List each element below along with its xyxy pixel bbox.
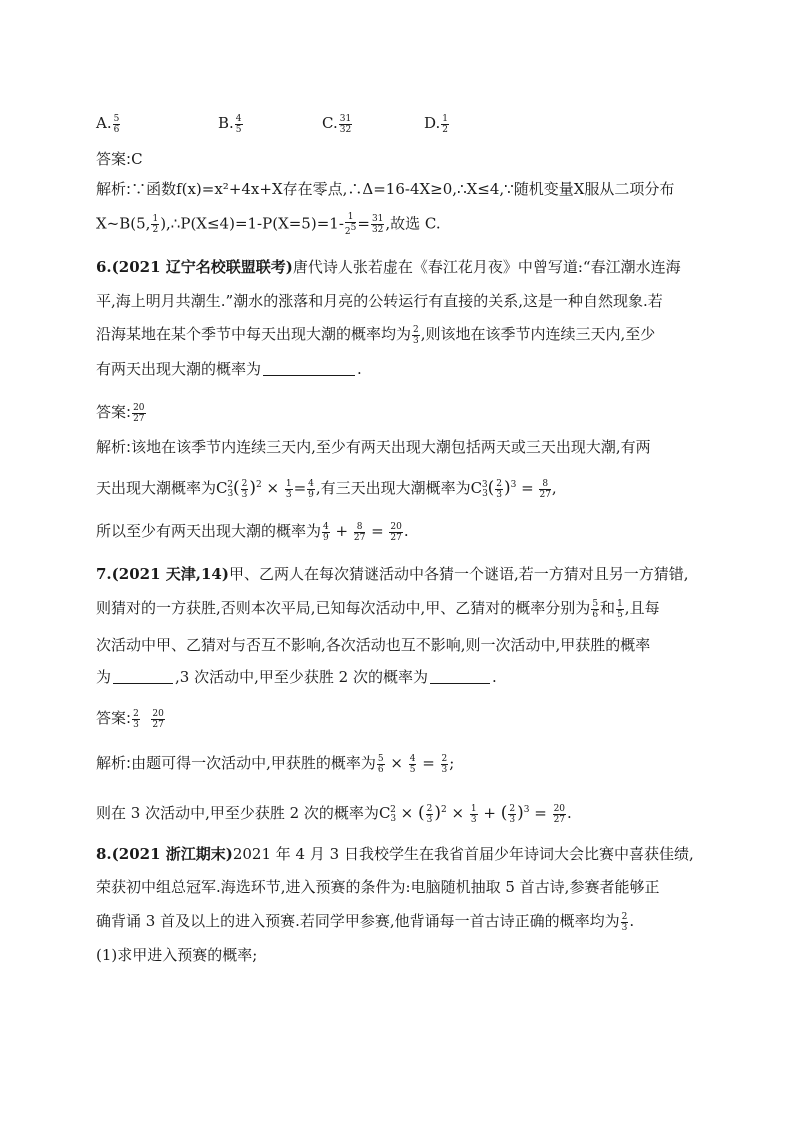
q6-answer: 答案: $\frac{20}{27}$ bbox=[96, 402, 145, 424]
option-b: B. $\frac{4}{5}$ bbox=[218, 113, 242, 135]
q7-line1: 7.(2021 天津,14)甲、乙两人在每次猜谜活动中各猜一个谜语,若一方猜对且另一方猜错, bbox=[96, 565, 689, 583]
q8-line3: 确背诵 3 首及以上的进入预赛.若同学甲参赛,他背诵每一首古诗正确的概率均为 $\frac{2}{3}$ . bbox=[96, 911, 635, 933]
q7-solution-line2: 则在 3 次活动中,甲至少获胜 2 次的概率为$C_3^2$ × ( $\frac{2}{3}$ )$^2$ × $\frac{1}{3}$ + ( $\frac{2}{3}$ )$^3$ = $\frac{20}{27}$ . bbox=[96, 803, 572, 825]
q6-line1: 6.(2021 辽宁名校联盟联考)唐代诗人张若虚在《春江花月夜》中曾写道:“春江潮水连海 bbox=[96, 258, 681, 276]
q6-solution-line2: 天出现大潮概率为$C_3^2$( $\frac{2}{3}$ )$^2$ × $\frac{1}{3}$ = $\frac{4}{9}$ ,有三天出现大潮概率为$C_3^3$( $\frac{2}{3}$ )$^3$ = $\frac{8}{27}$ , bbox=[96, 478, 557, 500]
q5-answer: 答案:C bbox=[96, 150, 143, 168]
q6-line2: 平,海上明月共潮生.”潮水的涨落和月亮的公转运行有直接的关系,这是一种自然现象.若 bbox=[96, 292, 663, 310]
q6-line3: 沿海某地在某个季节中每天出现大潮的概率均为 $\frac{2}{3}$ ,则该地在该季节内连续三天内,至少 bbox=[96, 324, 656, 346]
q5-solution-line1: 解析:∵函数f(x)=x²+4x+X存在零点,∴Δ=16-4X≥0,∴X≤4,∵随机变量X服从二项分布 bbox=[96, 180, 675, 198]
option-c: C. $\frac{31}{32}$ bbox=[322, 113, 352, 135]
q8-line2: 荣获初中组总冠军.海选环节,进入预赛的条件为:电脑随机抽取 5 首古诗,参赛者能够正 bbox=[96, 878, 660, 896]
option-d: D. $\frac{1}{2}$ bbox=[424, 113, 448, 135]
option-a: A. $\frac{5}{6}$ bbox=[96, 113, 120, 135]
q7-solution-line1: 解析:由题可得一次活动中,甲获胜的概率为 $\frac{5}{6}$ × $\frac{4}{5}$ = $\frac{2}{3}$ ; bbox=[96, 753, 455, 775]
q7-line4: 为 ,3 次活动中,甲至少获胜 2 次的概率为 . bbox=[96, 668, 497, 686]
q7-line2: 则猜对的一方获胜,否则本次平局,已知每次活动中,甲、乙猜对的概率分别为 $\frac{5}{6}$ 和 $\frac{1}{5}$ ,且每 bbox=[96, 598, 660, 620]
q7-line3: 次活动中甲、乙猜对与否互不影响,各次活动也互不影响,则一次活动中,甲获胜的概率 bbox=[96, 636, 651, 654]
q6-solution-line1: 解析:该地在该季节内连续三天内,至少有两天出现大潮包括两天或三天出现大潮,有两 bbox=[96, 438, 651, 456]
q8-subquestion-1: (1)求甲进入预赛的概率; bbox=[96, 946, 258, 964]
q7-answer: 答案: $\frac{2}{3}$ $\frac{20}{27}$ bbox=[96, 708, 164, 730]
q6-solution-line3: 所以至少有两天出现大潮的概率为 $\frac{4}{9}$ + $\frac{8}{27}$ = $\frac{20}{27}$ . bbox=[96, 521, 409, 543]
q5-solution-line2: X~B(5, $\frac{1}{2}$ ),∴P(X≤4)=1-P(X=5)=1- $\frac{1}{2^5}$ = $\frac{31}{32}$ ,故选 C. bbox=[96, 212, 441, 237]
q8-line1: 8.(2021 浙江期末)2021 年 4 月 3 日我校学生在我省首届少年诗词大会比赛中喜获佳绩, bbox=[96, 845, 694, 863]
q6-line4: 有两天出现大潮的概率为 . bbox=[96, 360, 362, 378]
